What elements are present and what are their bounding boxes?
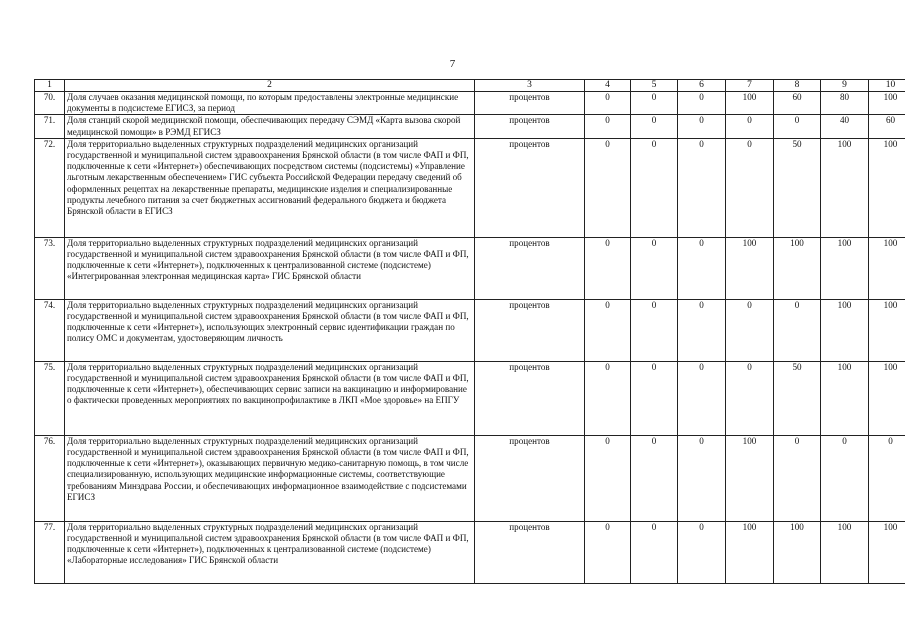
value-cell-col-5: 0	[631, 115, 678, 138]
value-cell-col-10: 100	[869, 237, 905, 299]
value-cell-col-8: 0	[774, 435, 821, 521]
value-cell-col-5: 0	[631, 361, 678, 435]
value-cell-col-8: 0	[774, 115, 821, 138]
row-number: 73.	[35, 237, 65, 299]
table-row	[35, 92, 905, 115]
value-cell-col-4: 0	[585, 361, 631, 435]
value-cell-col-8: 60	[774, 92, 821, 115]
value-cell-col-10: 60	[869, 115, 905, 138]
value-cell-col-6: 0	[678, 299, 726, 361]
value-cell-col-10: 100	[869, 521, 905, 583]
indicators-table	[34, 79, 905, 584]
value-cell-col-7: 100	[726, 435, 774, 521]
unit-cell: процентов	[475, 521, 585, 583]
value-cell-col-10: 100	[869, 138, 905, 237]
value-cell-col-4: 0	[585, 138, 631, 237]
value-cell-col-6: 0	[678, 92, 726, 115]
value-cell-col-9: 100	[821, 237, 869, 299]
row-number: 77.	[35, 521, 65, 583]
value-cell-col-8: 100	[774, 237, 821, 299]
row-number: 74.	[35, 299, 65, 361]
row-number: 71.	[35, 115, 65, 138]
value-cell-col-7: 0	[726, 115, 774, 138]
column-header-5: 5	[631, 80, 678, 92]
value-cell-col-5: 0	[631, 92, 678, 115]
unit-cell: процентов	[475, 237, 585, 299]
indicator-name: Доля территориально выделенных структурных подразделений медицинских организаций государственной и муниципальной систем здравоохранения Брянской области (в том числе ФАП и ФП, подключенные к сети «Интернет»), подключенных к централизованной системе (подсистеме) «Лабораторные исследования» ГИС Брянской области	[65, 521, 475, 583]
value-cell-col-8: 50	[774, 138, 821, 237]
indicator-name: Доля территориально выделенных структурных подразделений медицинских организаций государственной и муниципальной систем здравоохранения Брянской области (в том числе ФАП и ФП, подключенные к сети «Интернет»), подключенных к централизованной системе (подсистеме) «Интегрированная электронная медицинская карта» ГИС Брянской области	[65, 237, 475, 299]
value-cell-col-4: 0	[585, 237, 631, 299]
indicator-name: Доля территориально выделенных структурных подразделений медицинских организаций государственной и муниципальной систем здравоохранения Брянской области (в том числе ФАП и ФП, подключенные к сети «Интернет»), использующих электронный сервис идентификации граждан по полису ОМС и документам, удостоверяющим личность	[65, 299, 475, 361]
table-row	[35, 521, 905, 583]
unit-cell: процентов	[475, 361, 585, 435]
indicator-name: Доля станций скорой медицинской помощи, обеспечивающих передачу СЭМД «Карта вызова скорой медицинской помощи» в РЭМД ЕГИСЗ	[65, 115, 475, 138]
value-cell-col-5: 0	[631, 299, 678, 361]
table-row	[35, 237, 905, 299]
indicator-name: Доля территориально выделенных структурных подразделений медицинских организаций государственной и муниципальной систем здравоохранения Брянской области (в том числе ФАП и ФП, подключенные к сети «Интернет»), оказывающих первичную медико-санитарную помощь, в том числе специализированную, использующих медицинские информационные системы, соответствующие требованиям Минздрава России, и обеспечивающих информационное взаимодействие с подсистемами ЕГИСЗ	[65, 435, 475, 521]
row-number: 75.	[35, 361, 65, 435]
value-cell-col-4: 0	[585, 299, 631, 361]
table-row	[35, 299, 905, 361]
value-cell-col-6: 0	[678, 138, 726, 237]
value-cell-col-8: 50	[774, 361, 821, 435]
value-cell-col-6: 0	[678, 435, 726, 521]
value-cell-col-10: 100	[869, 299, 905, 361]
table-body	[35, 92, 905, 584]
unit-cell: процентов	[475, 435, 585, 521]
value-cell-col-6: 0	[678, 237, 726, 299]
column-header-1: 1	[35, 80, 65, 92]
value-cell-col-9: 40	[821, 115, 869, 138]
row-number: 70.	[35, 92, 65, 115]
value-cell-col-7: 0	[726, 299, 774, 361]
value-cell-col-5: 0	[631, 237, 678, 299]
value-cell-col-8: 0	[774, 299, 821, 361]
value-cell-col-9: 100	[821, 361, 869, 435]
table-row	[35, 138, 905, 237]
header-row	[35, 80, 905, 92]
unit-cell: процентов	[475, 115, 585, 138]
unit-cell: процентов	[475, 138, 585, 237]
value-cell-col-7: 0	[726, 361, 774, 435]
column-header-9: 9	[821, 80, 869, 92]
column-header-7: 7	[726, 80, 774, 92]
value-cell-col-10: 0	[869, 435, 905, 521]
value-cell-col-9: 80	[821, 92, 869, 115]
value-cell-col-5: 0	[631, 138, 678, 237]
value-cell-col-7: 100	[726, 521, 774, 583]
column-header-4: 4	[585, 80, 631, 92]
column-header-2: 2	[65, 80, 475, 92]
value-cell-col-4: 0	[585, 92, 631, 115]
indicator-name: Доля территориально выделенных структурных подразделений медицинских организаций государственной и муниципальной систем здравоохранения Брянской области (в том числе ФАП и ФП, подключенные к сети «Интернет»), обеспечивающих сервис записи на вакцинацию и информирование о фактически проведенных мероприятиях по вакцинопрофилактике в ЛКП «Мое здоровье» на ЕПГУ	[65, 361, 475, 435]
value-cell-col-4: 0	[585, 521, 631, 583]
value-cell-col-4: 0	[585, 435, 631, 521]
table-row	[35, 361, 905, 435]
indicator-name: Доля территориально выделенных структурных подразделений медицинских организаций государственной и муниципальной систем здравоохранения Брянской области (в том числе ФАП и ФП, подключенные к сети «Интернет») обеспечивающих посредством системы (подсистемы) «Управление льготным лекарственным обеспечением» ГИС субъекта Российской Федерации передачу сведений об оформленных рецептах на лекарственные препараты, медицинские изделия и специализированные продукты лечебного питания за счет бюджетных ассигнований федерального бюджета и бюджета Брянской области в ЕГИСЗ	[65, 138, 475, 237]
value-cell-col-9: 100	[821, 299, 869, 361]
table-row	[35, 115, 905, 138]
indicator-name: Доля случаев оказания медицинской помощи, по которым предоставлены электронные медицинские документы в подсистеме ЕГИСЗ, за период	[65, 92, 475, 115]
unit-cell: процентов	[475, 92, 585, 115]
value-cell-col-4: 0	[585, 115, 631, 138]
value-cell-col-6: 0	[678, 361, 726, 435]
value-cell-col-5: 0	[631, 521, 678, 583]
value-cell-col-7: 0	[726, 138, 774, 237]
value-cell-col-6: 0	[678, 115, 726, 138]
value-cell-col-10: 100	[869, 92, 905, 115]
value-cell-col-10: 100	[869, 361, 905, 435]
column-header-3: 3	[475, 80, 585, 92]
unit-cell: процентов	[475, 299, 585, 361]
value-cell-col-8: 100	[774, 521, 821, 583]
value-cell-col-7: 100	[726, 237, 774, 299]
value-cell-col-7: 100	[726, 92, 774, 115]
table-row	[35, 435, 905, 521]
value-cell-col-6: 0	[678, 521, 726, 583]
value-cell-col-9: 100	[821, 521, 869, 583]
value-cell-col-9: 0	[821, 435, 869, 521]
column-header-10: 10	[869, 80, 905, 92]
row-number: 76.	[35, 435, 65, 521]
column-header-8: 8	[774, 80, 821, 92]
column-header-6: 6	[678, 80, 726, 92]
value-cell-col-5: 0	[631, 435, 678, 521]
value-cell-col-9: 100	[821, 138, 869, 237]
row-number: 72.	[35, 138, 65, 237]
page-number: 7	[449, 58, 456, 70]
